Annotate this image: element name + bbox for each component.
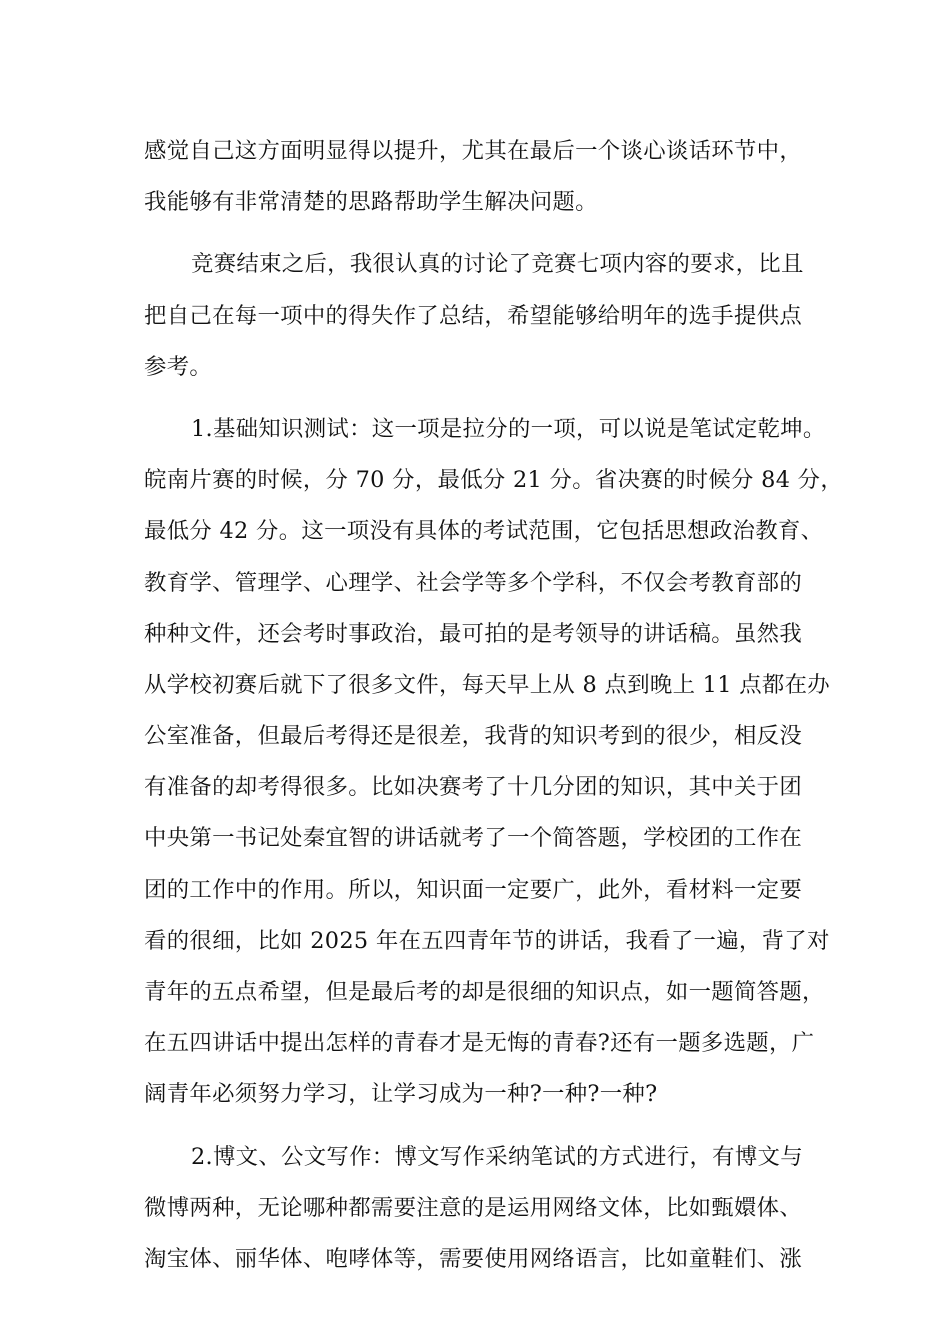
text-line: 种种文件，还会考时事政治，最可拍的是考领导的讲话稿。虽然我 [144, 620, 803, 647]
text-line: 淘宝体、丽华体、咆哮体等，需要使用网络语言，比如童鞋们、涨 [144, 1245, 803, 1272]
text-line: 中央第一书记处秦宜智的讲话就考了一个简答题，学校团的工作在 [144, 825, 803, 852]
text-line: 阔青年必须努力学习，让学习成为一种?一种?一种? [144, 1081, 658, 1108]
text-line: 把自己在每一项中的得失作了总结，希望能够给明年的选手提供点 [144, 302, 803, 329]
paragraph-2 [144, 239, 814, 393]
text-line: 1.基础知识测试：这一项是拉分的一项，可以说是笔试定乾坤。 [191, 415, 826, 442]
paragraph-1 [144, 126, 814, 228]
text-line: 青年的五点希望，但是最后考的却是很细的知识点，如一题简答题， [144, 979, 825, 1005]
text-line: 最低分 42 分。这一项没有具体的考试范围，它包括思想政治教育、 [144, 518, 824, 545]
text-line: 团的工作中的作用。所以，知识面一定要广，此外，看材料一定要 [144, 876, 803, 903]
text-line: 竞赛结束之后，我很认真的讨论了竞赛七项内容的要求，比且 [191, 251, 804, 278]
text-line: 在五四讲话中提出怎样的青春才是无悔的青春?还有一题多选题，广 [144, 1030, 815, 1057]
text-line: 教育学、管理学、心理学、社会学等多个学科，不仅会考教育部的 [144, 569, 803, 596]
paragraph-3 [144, 404, 844, 1121]
text-line: 感觉自己这方面明显得以提升，尤其在最后一个谈心谈话环节中， [144, 138, 803, 164]
text-line: 参考。 [144, 353, 213, 380]
text-line: 有准备的却考得很多。比如决赛考了十几分团的知识，其中关于团 [144, 774, 803, 801]
text-line: 2.博文、公文写作：博文写作采纳笔试的方式进行，有博文与 [191, 1143, 803, 1170]
text-line: 皖南片赛的时候，分 70 分，最低分 21 分。省决赛的时候分 84 分， [144, 467, 844, 494]
text-line: 看的很细，比如 2025 年在五四青年节的讲话，我看了一遍，背了对 [144, 927, 830, 954]
text-line: 公室准备，但最后考得还是很差，我背的知识考到的很少，相反没 [144, 723, 803, 750]
text-line: 微博两种，无论哪种都需要注意的是运用网络文体，比如甄嬛体、 [144, 1194, 803, 1221]
paragraph-4 [144, 1132, 814, 1286]
text-line: 我能够有非常清楚的思路帮助学生解决问题。 [144, 189, 598, 216]
document-body [144, 126, 844, 1285]
text-line: 从学校初赛后就下了很多文件，每天早上从 8 点到晚上 11 点都在办 [144, 671, 830, 698]
